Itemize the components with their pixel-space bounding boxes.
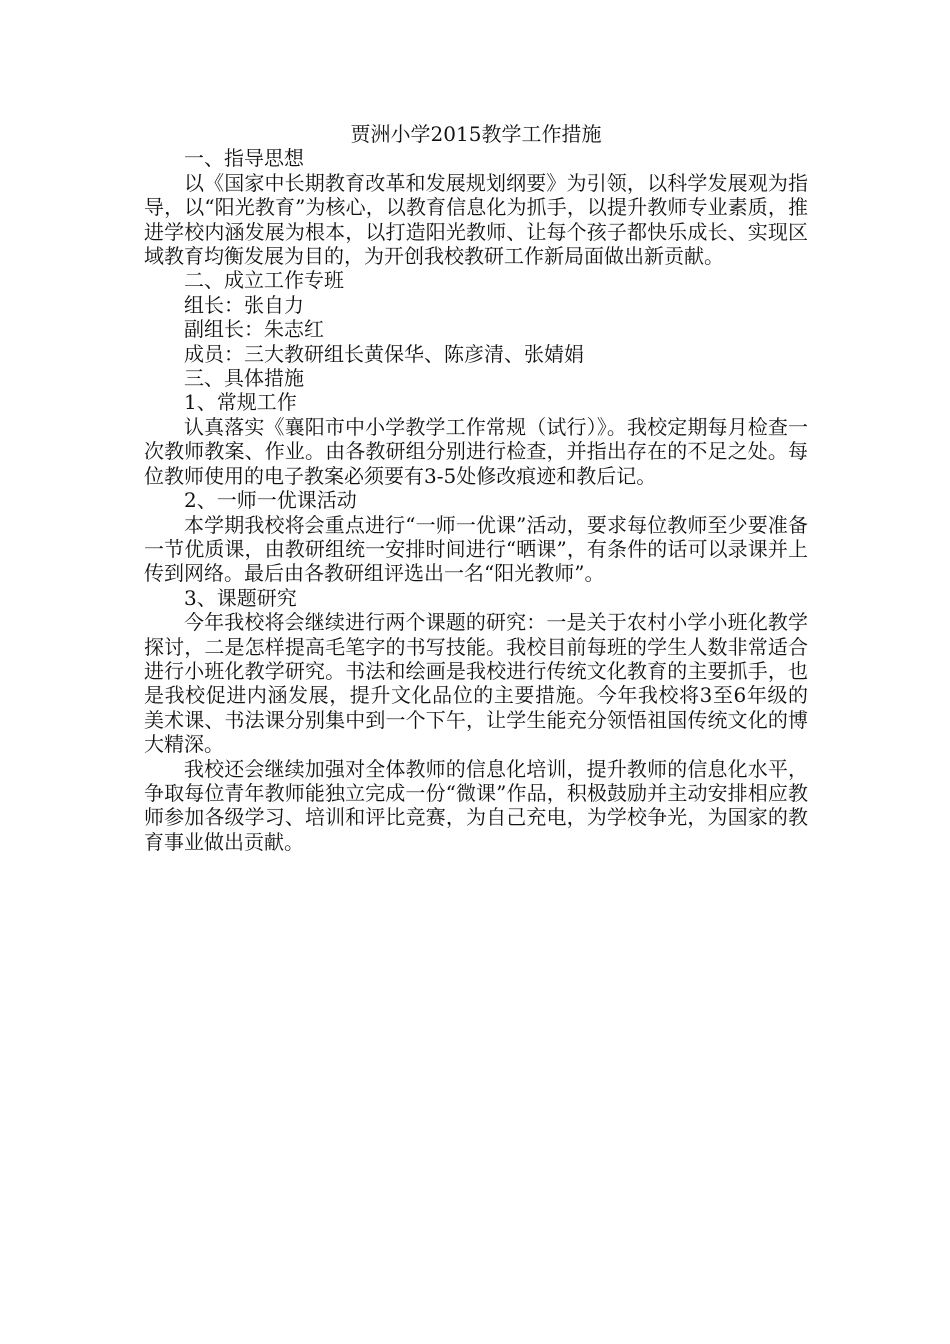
document-title: 贾洲小学2015教学工作措施 — [350, 122, 602, 146]
section-heading-measures: 三、具体措施 — [184, 366, 304, 391]
subheading-excellent-lesson: 2、一师一优课活动 — [184, 488, 357, 513]
team-members-line: 成员：三大教研组长黄保华、陈彦清、张婧娟 — [184, 341, 584, 366]
subheading-routine-work: 1、常规工作 — [184, 390, 297, 415]
subheading-research: 3、课题研究 — [184, 585, 297, 610]
section-heading-guiding-ideology: 一、指导思想 — [184, 146, 304, 171]
team-leader-line: 组长：张自力 — [184, 292, 304, 317]
paragraph-excellent-lesson: 本学期我校将会重点进行“一师一优课”活动，要求每位教师至少要准备一节优质课，由教研组统一安排时间进行“晒课”，有条件的话可以录课并上传到网络。最后由各教研组评选出一名“阳光教师”。 — [144, 512, 808, 586]
paragraph-routine-work: 认真落实《襄阳市中小学教学工作常规（试行）》。我校定期每月检查一次教师教案、作业。由各教研组分别进行检查，并指出存在的不足之处。每位教师使用的电子教案必须要有3-5处修改痕迹和教后记。 — [144, 414, 808, 488]
paragraph-research: 今年我校将会继续进行两个课题的研究：一是关于农村小学小班化教学探讨，二是怎样提高毛笔字的书写技能。我校目前每班的学生人数非常适合进行小班化教学研究。书法和绘画是我校进行传统文化教育的主要抓手，也是我校促进内涵发展，提升文化品位的主要措施。今年我校将3至6年级的美术课、书法课分别集中到一个下午，让学生能充分领悟祖国传统文化的博大精深。 — [144, 610, 808, 757]
deputy-leader-line: 副组长：朱志红 — [184, 317, 324, 342]
paragraph-it-training: 我校还会继续加强对全体教师的信息化培训，提升教师的信息化水平，争取每位青年教师能独立完成一份“微课”作品，积极鼓励并主动安排相应教师参加各级学习、培训和评比竞赛，为自己充电，为学校争光，为国家的教育事业做出贡献。 — [144, 756, 808, 854]
paragraph-guiding-ideology: 以《国家中长期教育改革和发展规划纲要》为引领，以科学发展观为指导，以“阳光教育”为核心，以教育信息化为抓手，以提升教师专业素质，推进学校内涵发展为根本，以打造阳光教师、让每个孩子都快乐成长、实现区域教育均衡发展为目的，为开创我校教研工作新局面做出新贡献。 — [144, 170, 808, 269]
document-body — [144, 122, 808, 854]
section-heading-work-team: 二、成立工作专班 — [184, 268, 344, 293]
